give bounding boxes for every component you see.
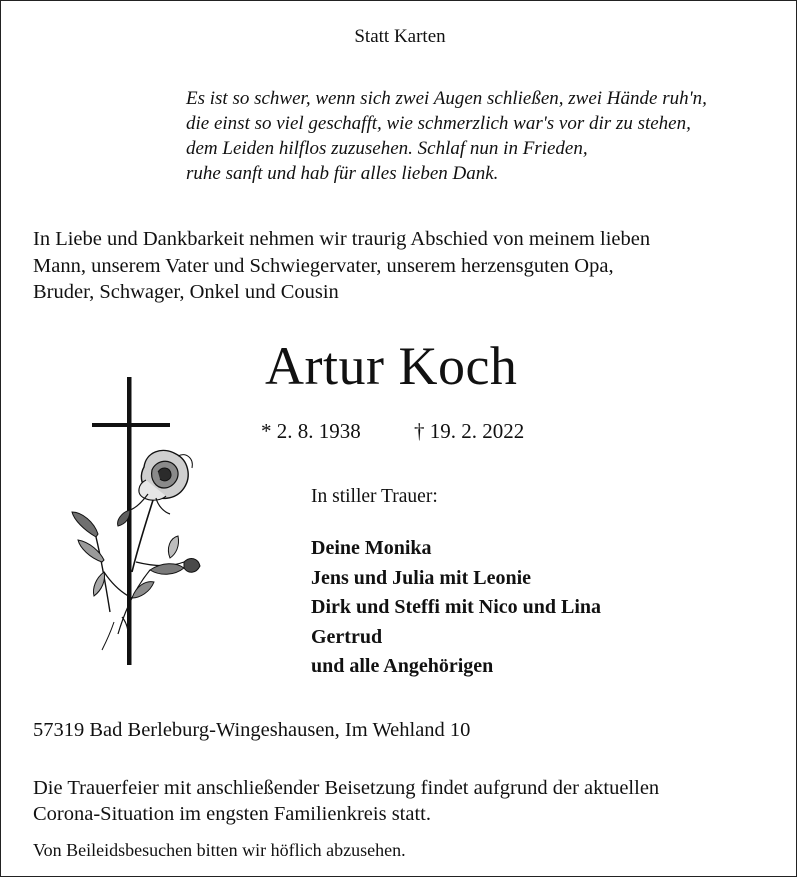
poem-line: ruhe sanft und hab für alles lieben Dank. (186, 163, 499, 184)
ceremony-line: Corona-Situation im engsten Familienkreis statt. (33, 803, 431, 825)
address: 57319 Bad Berleburg-Wingeshausen, Im Wehland 10 (33, 719, 471, 741)
cross-icon (92, 377, 170, 665)
intro-text (33, 226, 773, 306)
poem-line: die einst so viel geschafft, wie schmerzlich war's vor dir zu stehen, (186, 113, 691, 134)
mourner-name: Jens und Julia mit Leonie (311, 566, 532, 589)
intro-line: In Liebe und Dankbarkeit nehmen wir traurig Abschied von meinem lieben (33, 228, 651, 250)
mourning-heading: In stiller Trauer: (311, 486, 438, 507)
mourner-name: Dirk und Steffi mit Nico und Lina (311, 596, 602, 618)
rose-icon (72, 450, 200, 657)
poem-line: dem Leiden hilflos zuzusehen. Schlaf nun in Frieden, (186, 138, 588, 159)
ceremony-text (33, 775, 659, 827)
birth-date: * 2. 8. 1938 (261, 419, 361, 443)
intro-line: Mann, unserem Vater und Schwiegervater, unserem herzensguten Opa, (33, 254, 614, 277)
mourner-name: Deine Monika (311, 537, 432, 559)
death-date: † 19. 2. 2022 (414, 419, 525, 443)
header-statt-karten: Statt Karten (354, 26, 446, 47)
mourner-name: Gertrud (311, 625, 383, 648)
deceased-name: Artur Koch (265, 336, 518, 396)
poem-line: Es ist so schwer, wenn sich zwei Augen schließen, zwei Hände ruh'n, (186, 88, 707, 109)
intro-line: Bruder, Schwager, Onkel und Cousin (33, 281, 339, 303)
ceremony-line: Die Trauerfeier mit anschließender Beisetzung findet aufgrund der aktuellen (33, 777, 660, 799)
mourner-name: und alle Angehörigen (311, 655, 494, 677)
condolence-note: Von Beileidsbesuchen bitten wir höflich abzusehen. (33, 840, 406, 860)
poem (186, 86, 786, 186)
mourners-list (311, 534, 601, 682)
cross-rose-illustration (66, 372, 212, 668)
